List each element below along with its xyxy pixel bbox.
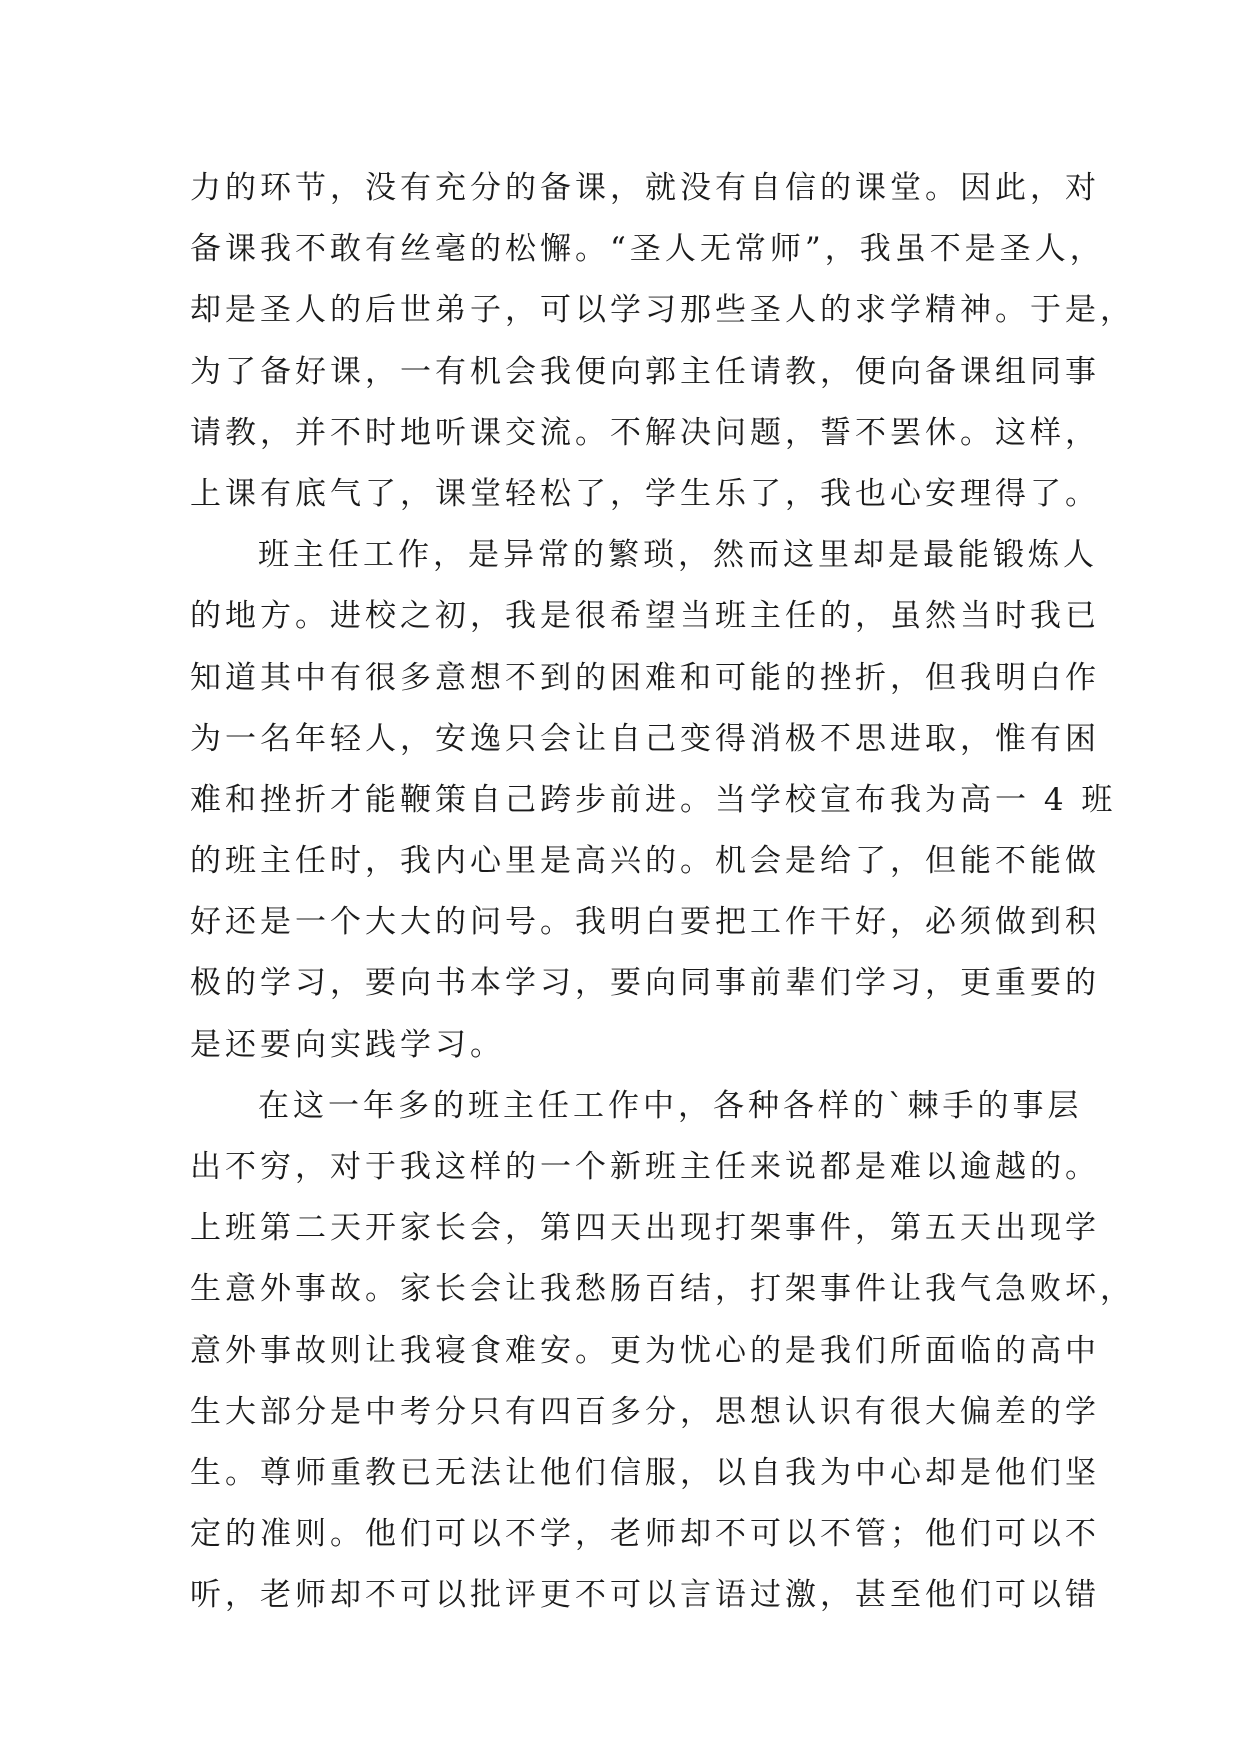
paragraph [190,525,1117,1076]
text-line: 是还要向实践学习。 [190,1026,505,1063]
text-line: 生。尊师重教已无法让他们信服，以自我为中心却是他们坚 [190,1454,1100,1491]
text-line: 班主任工作，是异常的繁琐，然而这里却是最能锻炼人 [258,537,1098,574]
text-line: 力的环节，没有充分的备课，就没有自信的课堂。因此，对 [190,170,1100,206]
text-line: 上班第二天开家长会，第四天出现打架事件，第五天出现学 [190,1210,1100,1247]
text-line: 难和挫折才能鞭策自己跨步前进。当学校宣布我为高一 4 班 [190,781,1117,818]
text-line: 上课有底气了，课堂轻松了，学生乐了，我也心安理得了。 [190,475,1100,512]
text-line: 极的学习，要向书本学习，要向同事前辈们学习，更重要的 [190,965,1100,1002]
text-line: 知道其中有很多意想不到的困难和可能的挫折，但我明白作 [190,659,1100,696]
text-line: 生大部分是中考分只有四百多分，思想认识有很大偏差的学 [190,1393,1100,1430]
text-line: 为一名年轻人，安逸只会让自己变得消极不思进取，惟有困 [190,720,1100,757]
text-line: 请教，并不时地听课交流。不解决问题，誓不罢休。这样， [190,414,1100,451]
text-line: 出不穷，对于我这样的一个新班主任来说都是难以逾越的。 [190,1149,1100,1185]
text-line: 的地方。进校之初，我是很希望当班主任的，虽然当时我已 [190,598,1100,635]
paragraph [190,1076,1135,1627]
text-line: 好还是一个大大的问号。我明白要把工作干好，必须做到积 [190,904,1100,941]
text-line: 意外事故则让我寝食难安。更为忧心的是我们所面临的高中 [190,1332,1100,1369]
text-line: 的班主任时，我内心里是高兴的。机会是给了，但能不能做 [190,843,1100,880]
body-text [190,158,1135,1627]
text-line: 生意外事故。家长会让我愁肠百结，打架事件让我气急败坏， [190,1271,1135,1308]
text-line: 定的准则。他们可以不学，老师却不可以不管；他们可以不 [190,1516,1100,1553]
text-line: 在这一年多的班主任工作中，各种各样的`棘手的事层 [258,1087,1083,1124]
text-line: 听，老师却不可以批评更不可以言语过激，甚至他们可以错 [190,1577,1100,1614]
text-line: 备课我不敢有丝毫的松懈。“圣人无常师”，我虽不是圣人， [190,231,1105,268]
text-line: 却是圣人的后世弟子，可以学习那些圣人的求学精神。于是， [190,292,1135,329]
text-line: 为了备好课，一有机会我便向郭主任请教，便向备课组同事 [190,353,1100,390]
paragraph [190,158,1135,525]
